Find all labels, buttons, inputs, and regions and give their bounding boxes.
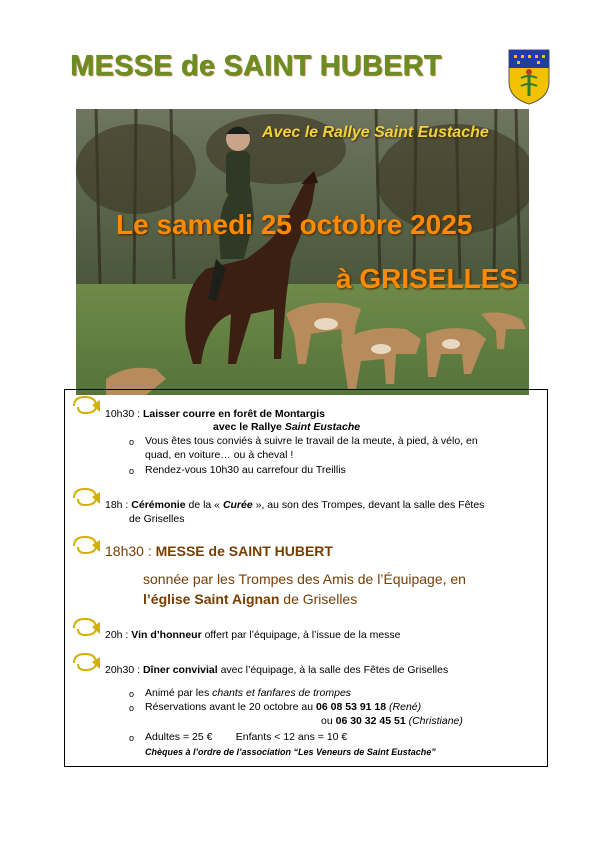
page-title: MESSE de SAINT HUBERT	[70, 50, 442, 82]
event-4-line: 20h : Vin d’honneur offert par l’équipage, à l’issue de la messe	[105, 629, 401, 641]
event-town: à GRISELLES	[336, 263, 519, 294]
event-3-line: 18h30 : MESSE de SAINT HUBERT	[105, 543, 333, 559]
event-date: Le samedi 25 octobre 2025	[116, 209, 473, 240]
hunting-horn-icon	[71, 535, 101, 555]
event-5-bullet-2: Réservations avant le 20 octobre au 06 08 53 91 18 (René)	[145, 701, 422, 713]
event-1-bullet-1a: Vous êtes tous conviés à suivre le travail de la meute, à pied, à vélo, en	[145, 435, 478, 447]
bullet-circle-icon: o	[129, 733, 135, 743]
event-2-line2: de Griselles	[129, 513, 185, 525]
event-3-line2: sonnée par les Trompes des Amis de l’Équipage, en	[143, 571, 466, 587]
hunting-horn-icon	[71, 395, 101, 415]
rallye-caption: Avec le Rallye Saint Eustache	[262, 124, 489, 141]
bullet-circle-icon: o	[129, 703, 135, 713]
event-1-bullet-1b: quad, en voiture… ou à cheval !	[145, 449, 294, 461]
event-1-bullet-2: Rendez-vous 10h30 au carrefour du Treillis	[145, 464, 346, 476]
event-5-line: 20h30 : Dîner convivial avec l’équipage, à la salle des Fêtes de Griselles	[105, 664, 449, 676]
event-5-bullet-1: Animé par les chants et fanfares de trompes	[145, 687, 352, 699]
cheques-note: Chèques à l’ordre de l’association “Les Veneurs de Saint Eustache”	[145, 747, 436, 757]
hunting-horn-icon	[71, 487, 101, 507]
event-5-prices: Adultes = 25 € Enfants < 12 ans = 10 €	[145, 731, 348, 743]
bullet-circle-icon: o	[129, 437, 135, 447]
hunt-photo	[76, 109, 529, 395]
event-3-line3: l’église Saint Aignan de Griselles	[143, 591, 358, 607]
coat-of-arms-icon	[507, 48, 551, 106]
event-2-line: 18h : Cérémonie de la « Curée », au son des Trompes, devant la salle des Fêtes	[105, 499, 485, 511]
bullet-circle-icon: o	[129, 466, 135, 476]
event-1-sub: avec le Rallye Saint Eustache	[213, 421, 361, 433]
hunting-horn-icon	[71, 617, 101, 637]
program-box	[64, 389, 548, 767]
event-5-bullet-2b: ou 06 30 32 45 51 (Christiane)	[321, 715, 463, 727]
event-1-line: 10h30 : Laisser courre en forêt de Montargis	[105, 408, 326, 420]
bullet-circle-icon: o	[129, 689, 135, 699]
hunting-horn-icon	[71, 652, 101, 672]
